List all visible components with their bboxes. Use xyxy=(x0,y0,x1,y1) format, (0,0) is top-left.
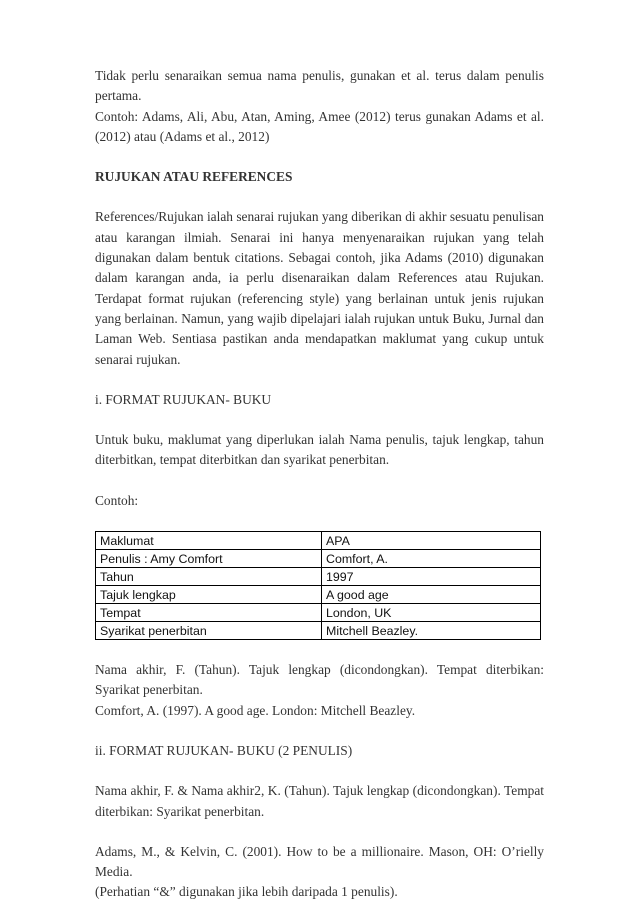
ampersand-note: (Perhatian “&” digunakan jika lebih daripada 1 penulis). xyxy=(95,884,398,900)
section-heading-references: RUJUKAN ATAU REFERENCES xyxy=(95,169,293,185)
section-heading-buku: i. FORMAT RUJUKAN- BUKU xyxy=(95,391,272,407)
table-cell: A good age xyxy=(322,586,541,604)
section-heading-buku-2-penulis: ii. FORMAT RUJUKAN- BUKU (2 PENULIS) xyxy=(95,742,353,758)
intro-line-2: Contoh: Adams, Ali, Abu, Atan, Aming, Amee (2012) terus gunakan Adams et al. (2012) atau (Adams et al., 2012) xyxy=(95,108,544,144)
table-header-cell: APA xyxy=(322,532,541,550)
table-cell: Mitchell Beazley. xyxy=(322,622,541,640)
table-cell: London, UK xyxy=(322,604,541,622)
reference-table xyxy=(95,531,541,640)
buku-paragraph: Untuk buku, maklumat yang diperlukan ialah Nama penulis, tajuk lengkap, tahun diterbitkan, tempat diterbitkan dan syarikat penerbitan. xyxy=(95,432,544,468)
table-row xyxy=(96,622,541,640)
table-cell: Penulis : Amy Comfort xyxy=(96,550,322,568)
example-label: Contoh: xyxy=(95,492,139,508)
table-cell: Tempat xyxy=(96,604,322,622)
table-cell: 1997 xyxy=(322,568,541,586)
table-row xyxy=(96,568,541,586)
table-row xyxy=(96,550,541,568)
table-cell: Tajuk lengkap xyxy=(96,586,322,604)
table-header-row xyxy=(96,532,541,550)
example-reference-buku: Comfort, A. (1997). A good age. London: Mitchell Beazley. xyxy=(95,702,416,718)
references-paragraph: References/Rujukan ialah senarai rujukan yang diberikan di akhir sesuatu penulisan atau karangan ilmiah. Senarai ini hanya menyenaraikan rujukan yang telah digunakan dalam bentuk citations. Sebagai contoh, jika Adams (2010) digunakan dalam karangan anda, ia perlu disenaraikan dalam References atau Rujukan. Terdapat format rujukan (referencing style) yang berlainan untuk jenis rujukan yang berlainan. Namun, yang wajib dipelajari ialah rujukan untuk Buku, Jurnal dan Laman Web. Sentiasa pastikan anda mendapatkan maklumat yang cukup untuk senarai rujukan. xyxy=(95,209,544,367)
table-cell: Tahun xyxy=(96,568,322,586)
format-text-2-penulis: Nama akhir, F. & Nama akhir2, K. (Tahun). Tajuk lengkap (dicondongkan). Tempat diterbikan: Syarikat penerbitan. xyxy=(95,783,544,819)
document-page xyxy=(95,66,544,903)
format-text-buku: Nama akhir, F. (Tahun). Tajuk lengkap (dicondongkan). Tempat diterbikan: Syarikat penerbitan. xyxy=(95,662,544,698)
table-row xyxy=(96,586,541,604)
table-row xyxy=(96,604,541,622)
table-header-cell: Maklumat xyxy=(96,532,322,550)
table-cell: Comfort, A. xyxy=(322,550,541,568)
example-reference-2-penulis: Adams, M., & Kelvin, C. (2001). How to be a millionaire. Mason, OH: O’rielly Media. xyxy=(95,843,544,880)
table-cell: Syarikat penerbitan xyxy=(96,622,322,640)
intro-line-1: Tidak perlu senaraikan semua nama penulis, gunakan et al. terus dalam penulis pertama. xyxy=(95,68,544,104)
